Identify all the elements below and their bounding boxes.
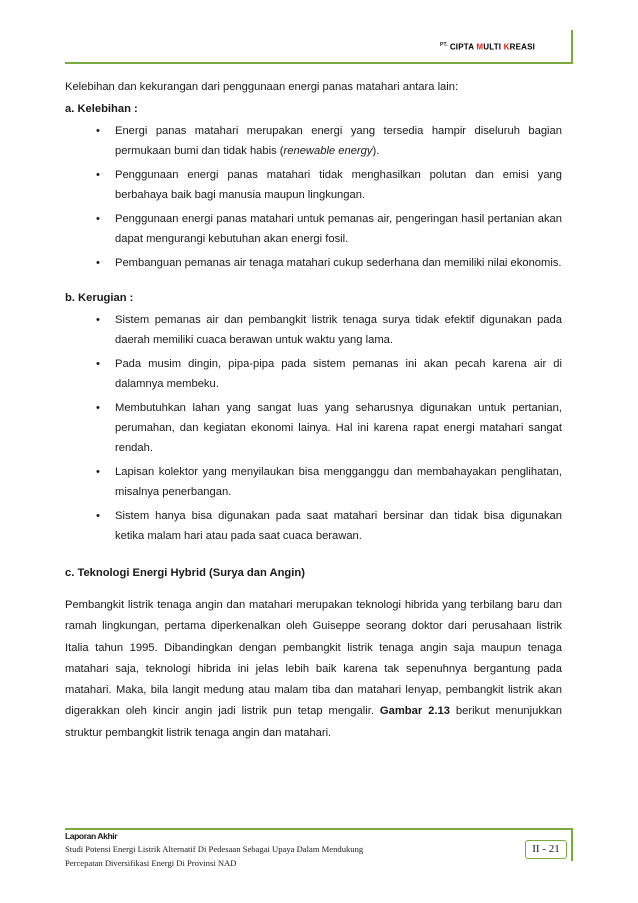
bullet-icon: •	[96, 213, 100, 225]
footer-subtitle-line: Studi Potensi Energi Listrik Alternatif Di Pedesaan Sebagai Upaya Dalam Mendukung	[65, 844, 364, 854]
paragraph-text: Pembangkit listrik tenaga angin dan matahari merupakan teknologi hibrida yang terbilang baru dan ramah lingkungan, pertama diperkenalkan oleh Guiseppe seorang doktor dari perusahaan listrik Italia tahun 1995. Dibandingkan dengan pembangkit listrik tenaga angin saja maupun tenaga matahari saja, teknologi hibrida ini jelas lebih baik karena tak sepenuhnya bergantung pada matahari. Maka, bila langit medung atau malam tiba dan matahari lenyap, pembangkit listrik akan digerakkan oleh kincir angin jadi listrik pun tetap mengalir.	[65, 599, 562, 718]
company-name-3: ULTI	[483, 42, 504, 52]
company-prefix: PT.	[440, 42, 448, 48]
item-text-end: ).	[372, 145, 380, 157]
company-name-1: CIPTA	[449, 42, 477, 52]
figure-reference: Gambar 2.13	[379, 705, 450, 718]
bullet-icon: •	[96, 510, 100, 522]
item-text: Sistem hanya bisa digunakan pada saat matahari bersinar dan tidak bisa digunakan ketika malam hari atau pada saat cuaca berawan.	[115, 510, 562, 542]
intro-text: Kelebihan dan kekurangan dari penggunaan energi panas matahari antara lain:	[65, 81, 459, 93]
footer-rule	[65, 828, 571, 830]
document-body	[65, 73, 562, 744]
company-header	[440, 42, 535, 52]
header-rule	[65, 62, 573, 64]
heading-hybrid: c. Teknologi Energi Hybrid (Surya dan Angin)	[65, 567, 305, 579]
item-text: Membutuhkan lahan yang sangat luas yang seharusnya digunakan untuk pertanian, perumahan, dan kegiatan ekonomi lainya. Hal ini karena rapat energi matahari sangat rendah.	[115, 402, 562, 454]
bullet-icon: •	[96, 257, 100, 269]
page-number: II - 21	[525, 840, 567, 859]
paragraph-text-end: berikut menunjukkan struktur pembangkit listrik tenaga angin dan matahari.	[65, 705, 562, 739]
list-item	[65, 165, 562, 205]
item-text: Pada musim dingin, pipa-pipa pada sistem pemanas ini akan pecah karena air di dalamnya membeku.	[115, 358, 562, 390]
heading-disadvantages: b. Kerugian :	[65, 292, 134, 304]
heading-advantages: a. Kelebihan :	[65, 103, 138, 115]
item-text: Energi panas matahari merupakan energi yang tersedia hampir diseluruh bagian permukaan bumi dan tidak habis (	[115, 125, 562, 157]
item-text-italic: renewable energy	[283, 145, 373, 157]
item-text: Penggunaan energi panas matahari tidak menghasilkan polutan dan emisi yang berbahaya baik bagi manusia maupun lingkungan.	[115, 169, 562, 201]
item-text: Lapisan kolektor yang menyilaukan bisa mengganggu dan membahayakan penglihatan, misalnya penerbangan.	[115, 466, 562, 498]
company-name-4: K	[503, 42, 510, 52]
bullet-icon: •	[96, 466, 100, 478]
item-text: Sistem pemanas air dan pembangkit listrik tenaga surya tidak efektif digunakan pada daerah memiliki cuaca berawan untuk waktu yang lama.	[115, 314, 562, 346]
footer-subtitle-line: Percepatan Diversifikasi Energi Di Provinsi NAD	[65, 858, 237, 868]
list-item	[65, 398, 562, 458]
bullet-icon: •	[96, 125, 100, 137]
company-name-2: M	[476, 42, 484, 52]
list-item	[65, 310, 562, 350]
item-text: Penggunaan energi panas matahari untuk pemanas air, pengeringan hasil pertanian akan dapat mengurangi kebutuhan akan energi fosil.	[115, 213, 562, 245]
disadvantages-list	[65, 310, 562, 546]
bullet-icon: •	[96, 169, 100, 181]
company-name-5: REASI	[509, 42, 536, 52]
list-item	[65, 462, 562, 502]
list-item	[65, 209, 562, 249]
list-item	[65, 121, 562, 161]
bullet-icon: •	[96, 358, 100, 370]
bullet-icon: •	[96, 314, 100, 326]
list-item	[65, 253, 562, 273]
bullet-icon: •	[96, 402, 100, 414]
footer-title: Laporan Akhir	[65, 831, 118, 841]
list-item	[65, 354, 562, 394]
hybrid-paragraph	[65, 595, 562, 744]
advantages-list	[65, 121, 562, 273]
footer-rule-vertical	[571, 828, 573, 861]
footer-subtitle	[65, 842, 465, 870]
header-rule-vertical	[571, 30, 573, 62]
item-text: Pembanguan pemanas air tenaga matahari cukup sederhana dan memiliki nilai ekonomis.	[115, 257, 562, 269]
list-item	[65, 506, 562, 546]
